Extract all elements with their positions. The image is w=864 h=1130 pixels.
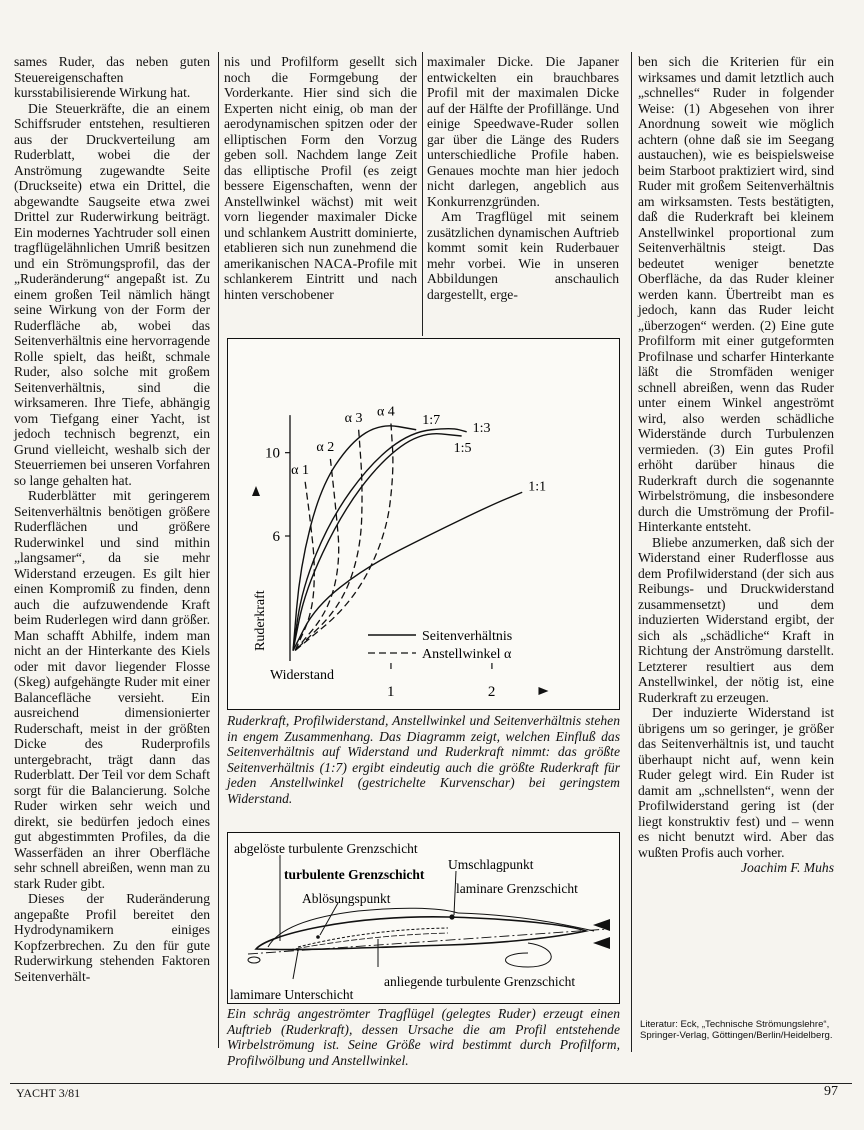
label-attached-layer: anliegende turbulente Grenzschicht <box>384 974 576 989</box>
series-line-1-5 <box>293 434 462 651</box>
text-column-4 <box>638 54 834 876</box>
series-line-1-1 <box>293 492 522 650</box>
column-rule <box>422 52 423 336</box>
boundary-layer-hatch <box>298 928 448 947</box>
label-turbulent-layer: turbulente Grenzschicht <box>284 867 425 882</box>
paragraph: Die Steuerkräfte, die an einem Schiffsruder entstehen, resultieren aus der Druckverteilung am Ruderblatt, wobei die der Anströmung zugewandte Seite (Druckseite) etwa ein Drittel, die abgewandte Saugseite etwa zwei Drittel zur Ruderwirkung beiträgt. Ein modernes Yachtruder soll einen tragflügelähnlichen Umriß besitzen und ein Strömungsprofil, das der „Ruderänderung“ angepaßt ist. Zu einem großen Teil nämlich hängt seine Wirkung von der Form der Ruderfläche ab, wobei das Seitenverhältnis eine hervorragende Rolle spielt, das heißt, schmale Ruder, also solche mit großem Seitenverhältnis, sind die wirksameren. Ihre Tiefe, abhängig vom Tiefgang einer Yacht, ist jedoch technisch begrenzt, ein Grund vielleicht, weshalb sich der Steuerriemen bei unseren Vorfahren so lange gehalten hat. <box>14 100 210 488</box>
angle-label: α 2 <box>316 439 335 455</box>
paragraph: Dieses der Ruderänderung angepaßte Profil bereitet den Hydrodynamikern einiges Kopfzerbrechen. Zu den für gute Ruderwirkung stehenden Faktoren Seitenverhält- <box>14 891 210 984</box>
text-column-2 <box>224 54 417 302</box>
paragraph: Am Tragflügel mit seinem zusätzlichen dynamischen Auftrieb kommt somit kein Ruderbauer mehr vorbei. Wie in unseren Abbildungen anschaulich dargestellt, erge- <box>427 209 619 302</box>
figure-1-caption: Ruderkraft, Profilwiderstand, Anstellwinkel und Seitenverhältnis stehen in engem Zusammenhang. Das Diagramm zeigt, welchen Einfluß das Seitenverhältnis auf Widerstand und Ruderkraft nimmt: das größte Seitenverhältnis (1:7) ergibt eindeutig auch die größte Ruderkraft für jeden Anstellwinkel (gestrichelte Kurvenschar) bei geringstem Widerstand. <box>227 713 620 806</box>
series-label: 1:3 <box>472 420 491 436</box>
transition-point-marker <box>449 914 454 919</box>
y-axis-label: Ruderkraft <box>253 590 268 651</box>
column-rule <box>218 52 219 348</box>
series-label: 1:7 <box>422 412 441 428</box>
series-line-1-3 <box>293 429 467 651</box>
angle-label: α 1 <box>291 462 309 478</box>
label-transition-point: Umschlagpunkt <box>448 857 534 872</box>
paragraph: nis und Profilform gesellt sich noch die Formgebung der Vorderkante. Hier sind sich die Experten nicht einig, ob man der aerodynamischen spitzen oder der elliptischen Form den Vorzug geben soll. Nachdem lange Zeit das elliptische Profil (es zeigt bessere Eigenschaften, wenn der Anstellwinkel wächst) mit weit vorn liegender maximaler Dicke und schlankem Austritt dominierte, etablieren sich nun zunehmend die amerikanischen NACA-Profile mit schlankerem Eintritt und nach hinten verschobener <box>224 54 417 302</box>
angle-label: α 4 <box>376 404 395 420</box>
paragraph: Ruderblätter mit geringerem Seitenverhältnis benötigen größere Ruderflächen und größere Ruderwinkel und sind mithin „langsamer“, da sie mehr Widerstand erzeugen. Es gilt hier einen Kompromiß zu finden, denn auch die aufzuwendende Kraft beim Ruderlegen wird dann größer. Man schafft Abhilfe, indem man nicht an der Hinterkante des Kiels oder mit davor liegender Flosse (Skeg) aufgehängte Ruder mit einer Balancefläche versieht. Ein ausreichend dimensionierter Ruderschaft, meist in der größten Dicke des Ruderprofils untergebracht, trägt dann das Ruderblatt. Der Teil vor dem Schaft sorgt für die Balancierung. Solche Ruder wirken sehr weich und direkt, sie bedürfen jedoch eines gut abgestimmten Profiles, da die Wasserfäden an ihrer Oberfläche sehr schnell abreißen, wenn man zu stark Ruder gibt. <box>14 488 210 891</box>
author-signature: Joachim F. Muhs <box>740 860 834 875</box>
flow-arrow <box>593 937 610 949</box>
paragraph: sames Ruder, das neben guten Steuereigenschaften kursstabilisierende Wirkung hat. <box>14 54 210 100</box>
text-column-1 <box>14 54 210 984</box>
legend-dashed-label: Anstellwinkel α <box>422 647 512 662</box>
footer-rule <box>10 1083 852 1084</box>
resistance-lift-chart <box>228 339 619 709</box>
angle-label: α 3 <box>344 410 363 426</box>
paragraph: Der induzierte Widerstand ist übrigens um so geringer, je größer das Seitenverhältnis ist, und taucht überhaupt nicht auf, wenn kein Ruder gelegt wird. Ein Ruder ist damit am „schnellsten“, wenn der Profilwiderstand gering ist (der liegt konstruktiv fest) und – wenn es nicht benutzt wird. Aber das wußten Profis auch vorher. <box>638 705 834 860</box>
y-axis-arrow <box>252 486 260 496</box>
series-label: 1:1 <box>528 479 547 495</box>
literature-reference: Literatur: Eck, „Technische Strömungslehre“, Springer-Verlag, Göttingen/Berlin/Heidelberg. <box>640 1019 833 1041</box>
chord-line <box>248 929 608 954</box>
leader-line <box>293 951 298 979</box>
text-column-3 <box>427 54 619 302</box>
label-detached-layer: abgelöste turbulente Grenzschicht <box>234 841 418 856</box>
series-label: 1:5 <box>453 441 472 456</box>
airfoil-boundary-layer-diagram <box>228 833 619 1003</box>
column-rule <box>218 348 219 1048</box>
label-separation-point: Ablösungspunkt <box>302 891 391 906</box>
x-tick-label: 1 <box>386 684 395 700</box>
issue-label: YACHT 3/81 <box>16 1086 81 1100</box>
legend-solid-label: Seitenverhältnis <box>422 629 513 644</box>
page-number: 97 <box>824 1084 838 1099</box>
column-rule <box>631 52 632 1052</box>
separation-point-marker <box>316 935 320 939</box>
y-tick-label: 10 <box>265 445 280 462</box>
x-tick-label: 2 <box>487 684 496 700</box>
paragraph: Bliebe anzumerken, daß sich der Widerstand einer Ruderflosse aus dem Profilwiderstand (der sich aus Reibungs- und Druckwiderstand zusammensetzt) und dem induzierten Widerstand ergibt, der sich als „schädliche“ Kraft in Richtung der Anströmung darstellt. Letzterer resultiert aus dem Anstellwinkel, der nötig ist, eine Ruderkraft zu erzeugen. <box>638 534 834 705</box>
label-laminar-layer: laminare Grenzschicht <box>456 881 578 896</box>
leading-edge-vortex <box>248 957 260 963</box>
leader-line <box>320 903 338 935</box>
flow-arrow <box>593 919 610 931</box>
label-laminar-lower: lamimare Unterschicht <box>230 987 354 1002</box>
wake-loop <box>506 943 552 967</box>
figure-2-caption: Ein schräg angeströmter Tragflügel (gelegtes Ruder) erzeugt einen Auftrieb (Ruderkraft), dessen Ursache die am Profil entstehende Wirbelströmung ist. Seine Größe wird bestimmt durch Profilform, Profilwölbung und Anstellwinkel. <box>227 1006 620 1068</box>
x-axis-label: Widerstand <box>270 668 334 683</box>
angle-line-α-2 <box>295 459 339 651</box>
x-axis-arrow <box>538 687 548 695</box>
airfoil-figure <box>227 832 620 1004</box>
chart-figure <box>227 338 620 710</box>
y-tick-label: 6 <box>272 529 280 545</box>
paragraph: maximaler Dicke. Die Japaner entwickelten ein brauchbares Profil mit der maximalen Dicke auf der Hälfte der Profillänge. Und einige Speedwave-Ruder sollen gar über die Länge des Ruders unterschiedliche Profile haben. Genaues mochte man hier jedoch nicht darlegen, angeblich aus Konkurrenzgründen. <box>427 54 619 209</box>
paragraph: ben sich die Kriterien für ein wirksames und damit letztlich auch „schnelles“ Ruder in folgender Weise: (1) Abgesehen von ihrer Anordnung soweit wie möglich achtern (ohne daß sie im Seegang austauchen), wie es beispielsweise beim Starboot praktiziert wird, sind Ruder mit großem Seitenverhältnis am wirksamsten. Tests bestätigten, daß die Ruderkraft bei kleinem Anstellwinkel proportional zum Seitenverhältnis steigt. Das bedeutet weniger benetzte Oberfläche, da das Ruder kleiner werden kann. Übertreibt man es jedoch, kann das Ruder leicht „überzogen“ werden. (2) Eine gute Profilform mit einer gutgeformten Profilnase und scharfer Hinterkante läßt die Stromfäden weniger schnell abreißen, wenn das Ruder unter einem Winkel angeströmt wird, also werden schädliche Widerstände durch Turbulenzen vermieden. (3) Ein gutes Profil erhöht darüber hinaus die Ruderkraft durch die sogenannte Wirbelströmung, die insbesondere durch die Umströmung der Profil-Hinterkante entsteht. <box>638 54 834 534</box>
